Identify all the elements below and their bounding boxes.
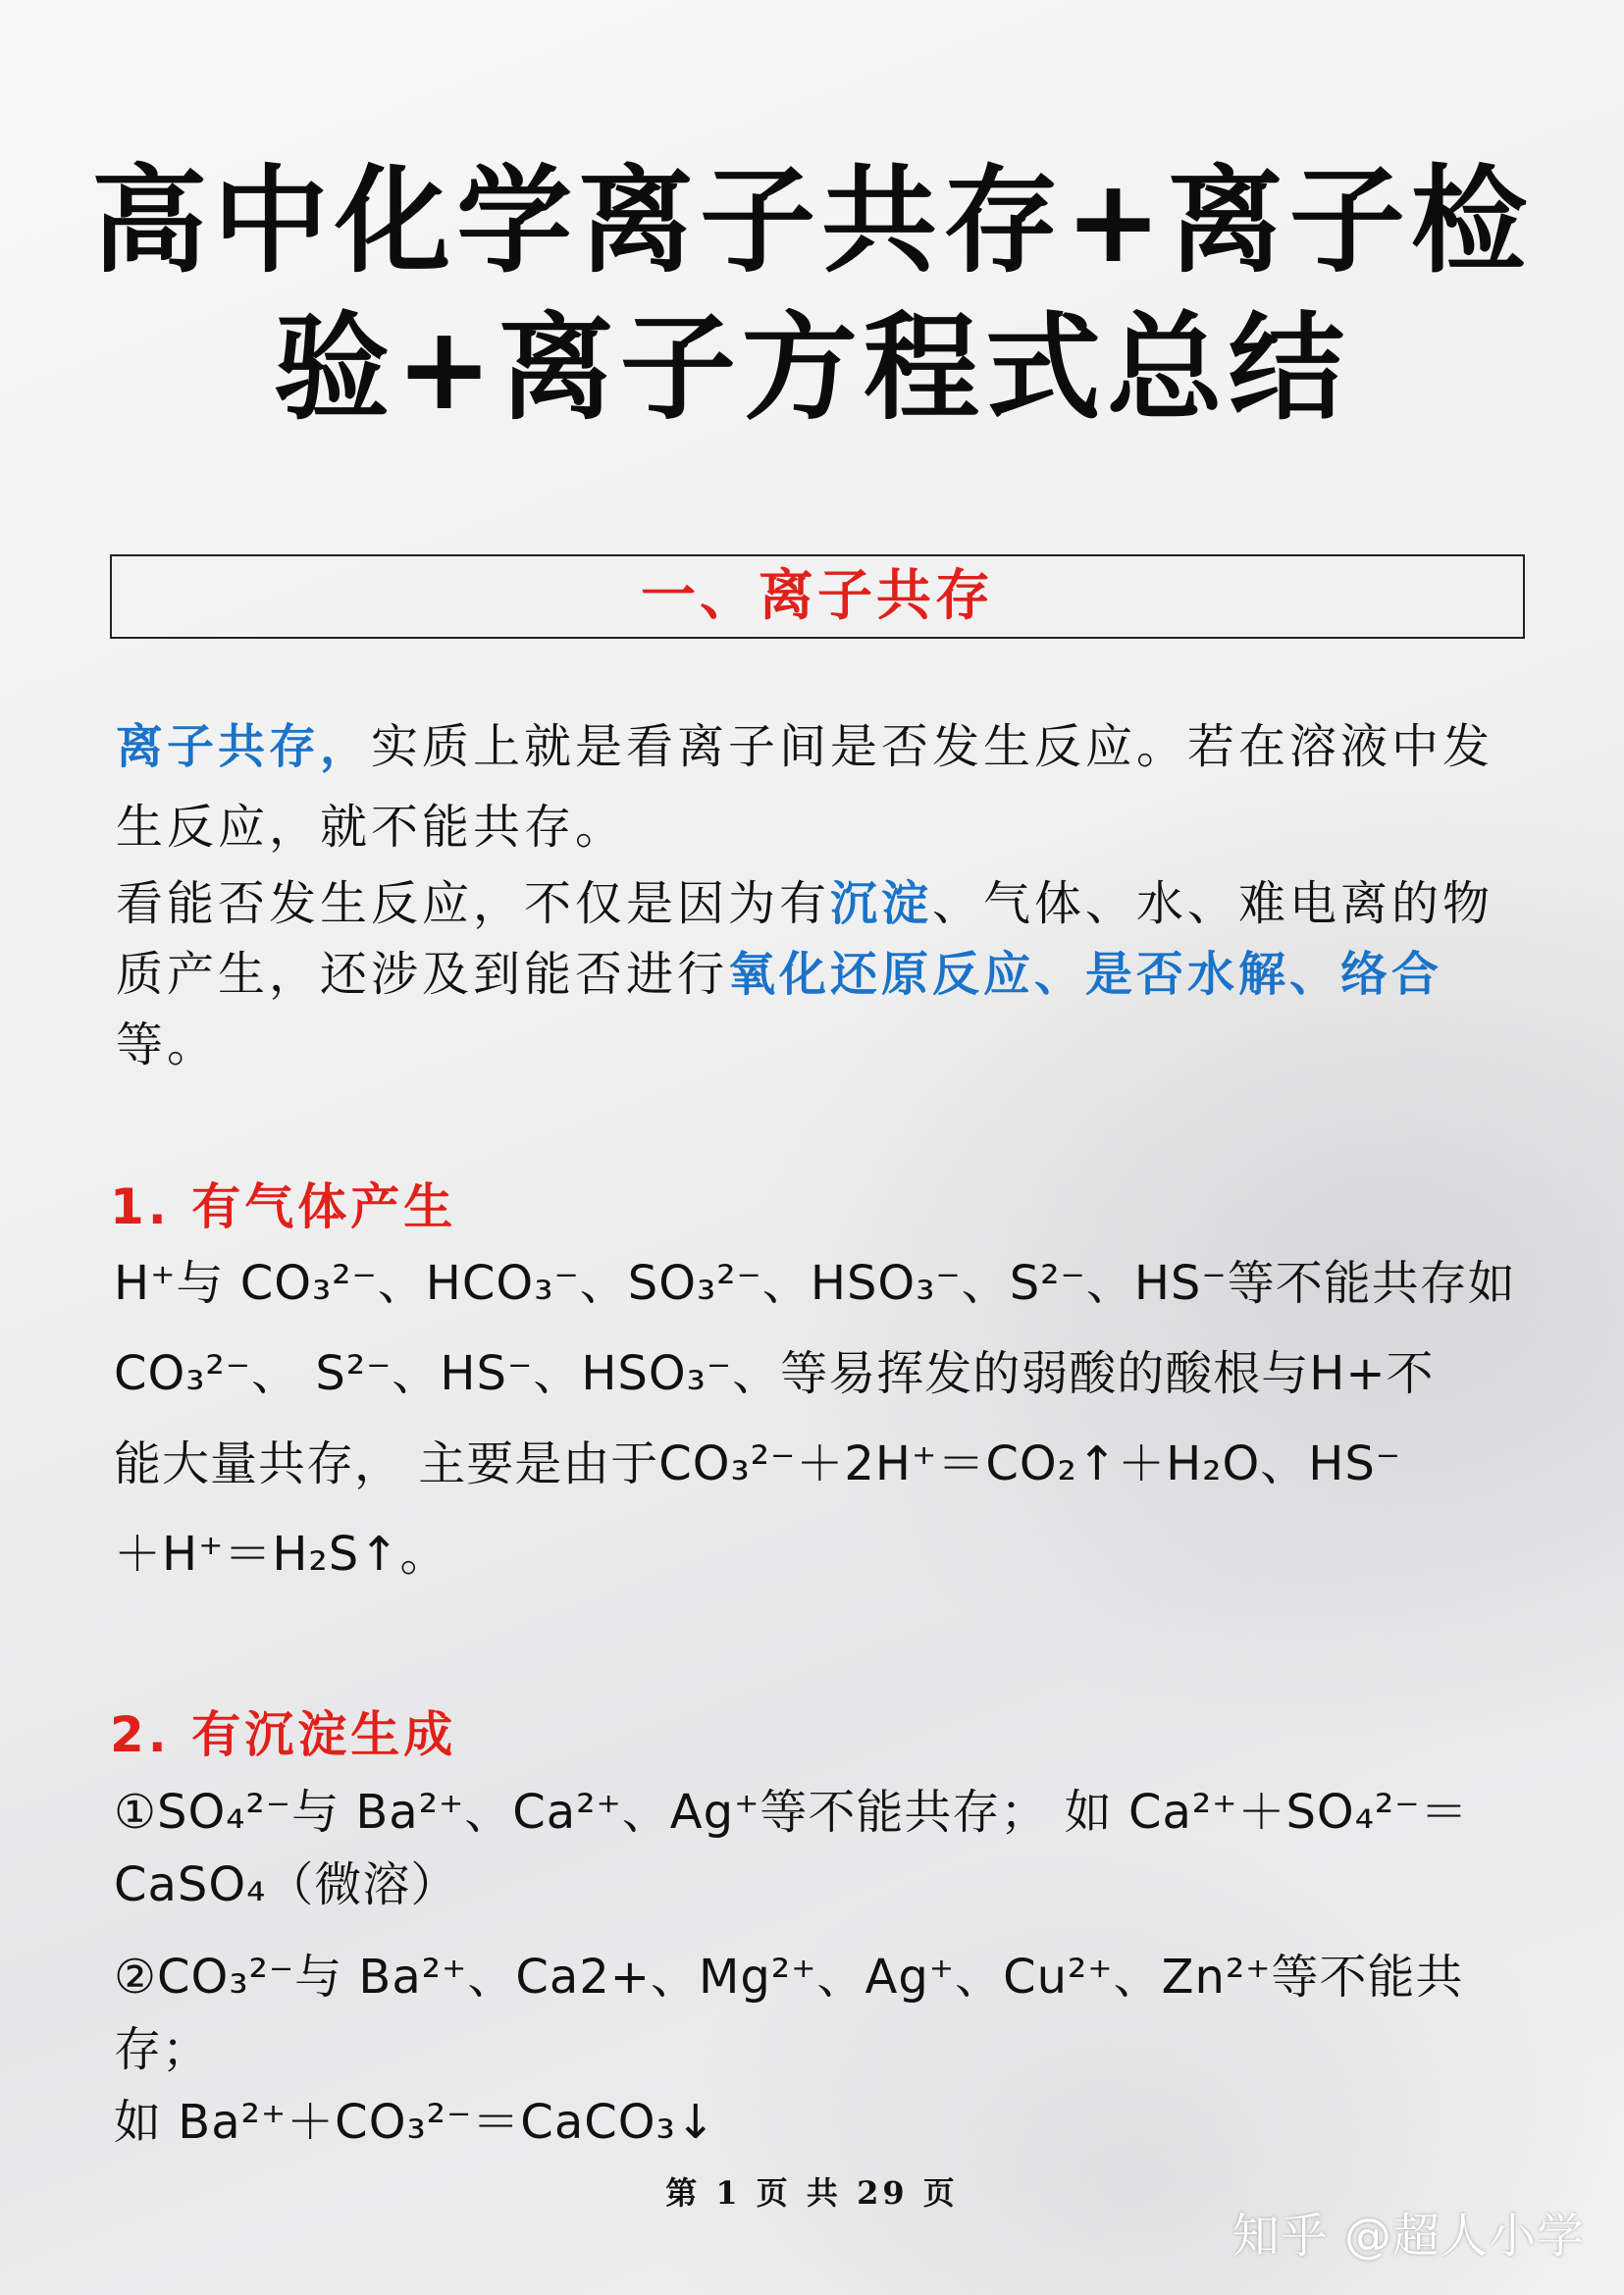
gas-line-2: CO₃²⁻、 S²⁻、HS⁻、HSO₃⁻、等易挥发的弱酸的酸根与H+不 <box>114 1346 1435 1401</box>
intro-paragraph-2 <box>116 868 1529 1080</box>
title-line-2: 验+离子方程式总结 <box>274 300 1350 436</box>
precipitate-1-line-2: CaSO₄（微溶） <box>114 1857 459 1912</box>
gas-section-body <box>114 1238 1532 1599</box>
precipitate-2-line-1: ②CO₃²⁻与 Ba²⁺、Ca2+、Mg²⁺、Ag⁺、Cu²⁺、Zn²⁺等不能共存； <box>114 1950 1464 2077</box>
gas-line-4: ＋H⁺＝H₂S↑。 <box>114 1527 448 1582</box>
intro-p2-text-c: 、气体、水、难电离的物质产生，还涉及到能否进行 <box>116 876 1494 1002</box>
intro-keyword: 离子共存， <box>116 719 372 774</box>
precipitate-item-1 <box>114 1776 1532 1921</box>
title-line-1: 高中化学离子共存+离子检 <box>91 153 1533 288</box>
section-title: 一、离子共存 <box>641 564 994 628</box>
subheading-gas: 1. 有气体产生 <box>110 1178 457 1235</box>
intro-paragraph-1 <box>116 706 1529 867</box>
precipitate-1-line-1: ①SO₄²⁻与 Ba²⁺、Ca²⁺、Ag⁺等不能共存； 如 Ca²⁺＋SO₄²⁻＝ <box>114 1785 1469 1840</box>
watermark: 知乎 @超人小学 <box>1231 2209 1585 2264</box>
precipitate-item-2 <box>114 1941 1532 2159</box>
intro-p2-keyword-redox: 氧化还原反应、是否水解、络合 <box>728 947 1443 1002</box>
intro-p2-text-a: 看能否发生反应，不仅是因为有 <box>116 876 831 931</box>
intro-text: 实质上就是看离子间是否发生反应。若在溶液中发生反应，就不能共存。 <box>116 719 1494 855</box>
page-number: 第 1 页 共 29 页 <box>665 2174 959 2212</box>
document-title <box>0 147 1624 442</box>
intro-p2-keyword-precipitate: 沉淀 <box>830 876 933 931</box>
section-header-box <box>110 554 1525 639</box>
intro-p2-text-e: 等。 <box>116 1017 219 1072</box>
precipitate-2-line-2: 如 Ba²⁺＋CO₃²⁻＝CaCO₃↓ <box>114 2095 716 2150</box>
gas-line-1: H⁺与 CO₃²⁻、HCO₃⁻、SO₃²⁻、HSO₃⁻、S²⁻、HS⁻等不能共存如 <box>114 1256 1516 1311</box>
subheading-precipitate: 2. 有沉淀生成 <box>110 1706 457 1763</box>
gas-line-3: 能大量共存， 主要是由于CO₃²⁻＋2H⁺＝CO₂↑＋H₂O、HS⁻ <box>114 1436 1402 1491</box>
